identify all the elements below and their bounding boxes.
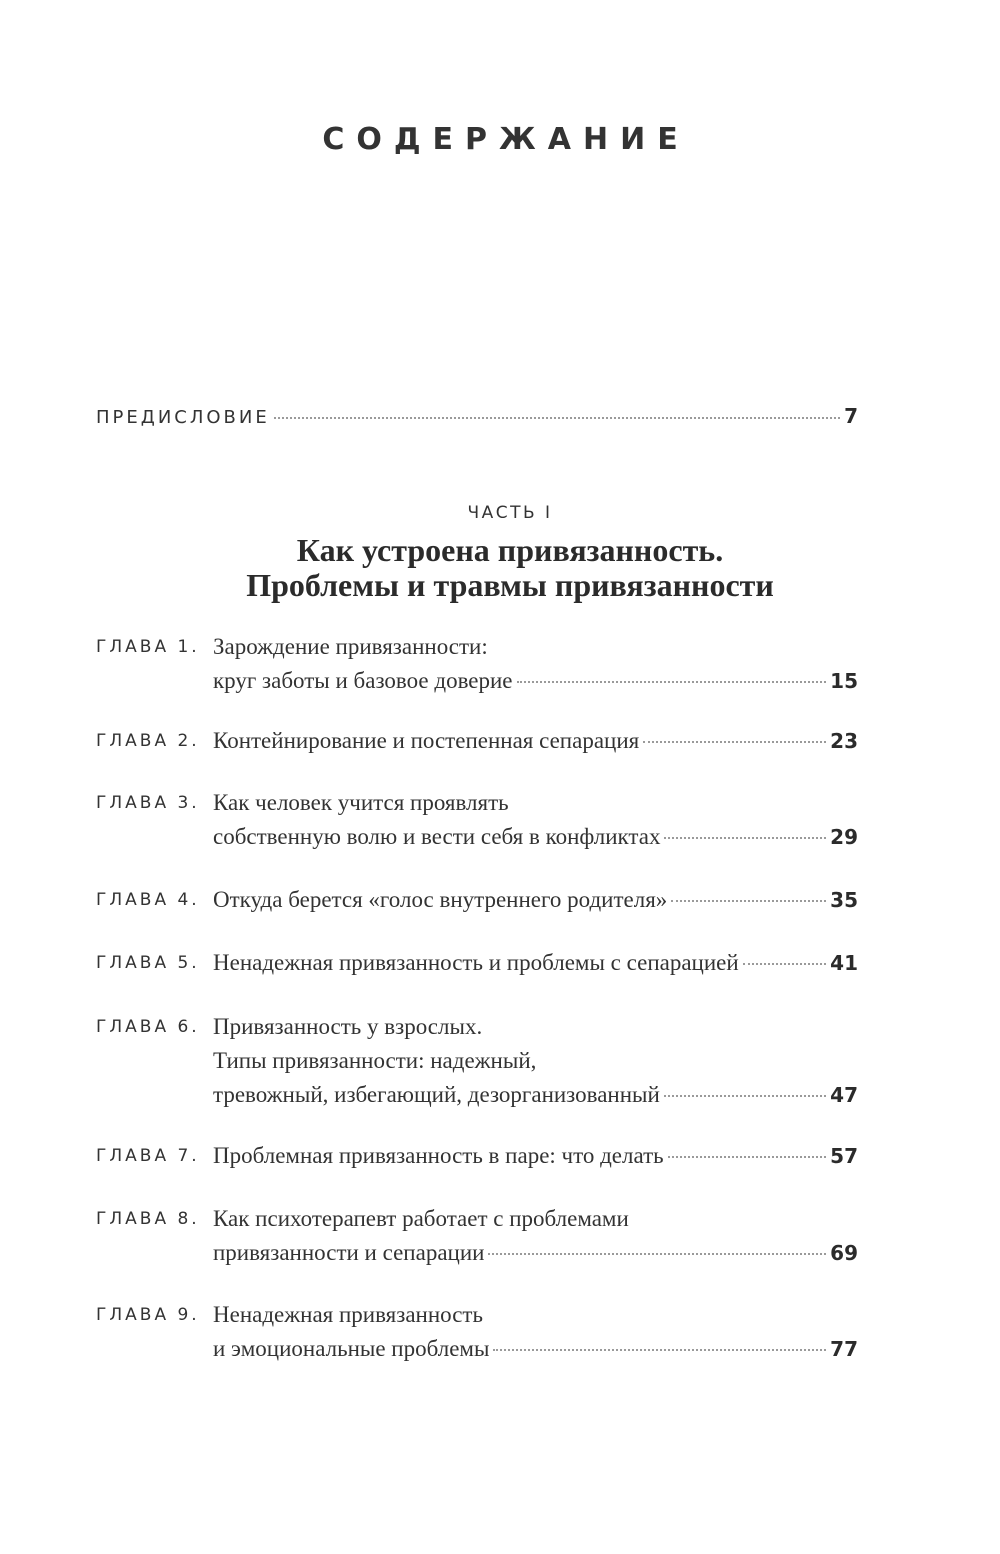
chapter-title-line [213, 1236, 858, 1270]
chapter-label: ГЛАВА 4. [96, 890, 200, 910]
chapter-label: ГЛАВА 6. [96, 1017, 200, 1037]
preface-label: ПРЕДИСЛОВИЕ [96, 407, 270, 428]
page-number: 41 [830, 951, 858, 975]
chapter-title [213, 1010, 858, 1112]
chapter-title [213, 786, 858, 854]
chapter-title-line [213, 883, 858, 917]
chapter-title [213, 1202, 858, 1270]
chapter-title-line [213, 1010, 858, 1044]
chapter-title-text: собственную волю и вести себя в конфликтах [213, 824, 661, 849]
chapter-label: ГЛАВА 8. [96, 1209, 200, 1229]
chapter-title-line [213, 1332, 858, 1366]
chapter-title-text: Привязанность у взрослых. [213, 1014, 483, 1039]
chapter-label: ГЛАВА 7. [96, 1146, 200, 1166]
chapter-title-text: Ненадежная привязанность [213, 1302, 483, 1327]
chapter-title-line [213, 786, 858, 820]
chapter-label: ГЛАВА 9. [96, 1305, 200, 1325]
chapter-title-line [213, 820, 858, 854]
chapter-title-text: Ненадежная привязанность и проблемы с сепарацией [213, 950, 739, 975]
chapter-title-text: круг заботы и базовое доверие [213, 668, 513, 693]
part-label: ЧАСТЬ I [467, 503, 553, 523]
chapter-title-text: Как психотерапевт работает с проблемами [213, 1206, 629, 1231]
page-title: СОДЕРЖАНИЕ [322, 122, 690, 157]
chapter-title [213, 724, 858, 758]
chapter-title-line [213, 1202, 858, 1236]
chapter-title-line [213, 1139, 858, 1173]
chapter-title-text: Как человек учится проявлять [213, 790, 509, 815]
page-number: 47 [830, 1083, 858, 1107]
chapter-title-text: Контейнирование и постепенная сепарация [213, 728, 640, 753]
chapter-title [213, 1298, 858, 1366]
chapter-title-text: Откуда берется «голос внутреннего родителя» [213, 887, 668, 912]
chapter-title-text: Проблемная привязанность в паре: что делать [213, 1143, 664, 1168]
chapter-label: ГЛАВА 1. [96, 637, 200, 657]
dot-leader [664, 1095, 826, 1097]
chapter-title-line [213, 664, 858, 698]
chapter-title [213, 883, 858, 917]
page-number: 77 [830, 1337, 858, 1361]
chapter-title-line [213, 1078, 858, 1112]
chapter-label: ГЛАВА 5. [96, 953, 200, 973]
chapter-label: ГЛАВА 2. [96, 731, 200, 751]
dot-leader [743, 963, 826, 965]
dot-leader [488, 1253, 826, 1255]
page-number: 57 [830, 1144, 858, 1168]
part-title-line-2: Проблемы и травмы привязанности [246, 567, 774, 603]
chapter-title-line [213, 724, 858, 758]
page-number: 23 [830, 729, 858, 753]
chapter-title-line [213, 1298, 858, 1332]
chapter-title-line [213, 1044, 858, 1078]
page-number: 15 [830, 669, 858, 693]
dot-leader [643, 741, 826, 743]
dot-leader [493, 1349, 826, 1351]
part-title-line-1: Как устроена привязанность. [296, 532, 724, 568]
chapter-title-text: привязанности и сепарации [213, 1240, 485, 1265]
chapter-title-text: и эмоциональные проблемы [213, 1336, 490, 1361]
chapter-title-text: тревожный, избегающий, дезорганизованный [213, 1082, 660, 1107]
dot-leader [668, 1156, 827, 1158]
toc-entry-preface[interactable] [96, 404, 858, 428]
dot-leader [274, 417, 840, 419]
chapter-title [213, 1139, 858, 1173]
dot-leader [671, 900, 826, 902]
dot-leader [517, 681, 827, 683]
chapter-title-text: Зарождение привязанности: [213, 634, 488, 659]
page-number: 69 [830, 1241, 858, 1265]
chapter-title-line [213, 630, 858, 664]
chapter-title-line [213, 946, 858, 980]
page-number: 7 [844, 404, 858, 428]
dot-leader [664, 837, 826, 839]
chapter-label: ГЛАВА 3. [96, 793, 200, 813]
chapter-title-text: Типы привязанности: надежный, [213, 1048, 537, 1073]
chapter-title [213, 630, 858, 698]
chapter-title [213, 946, 858, 980]
page-number: 29 [830, 825, 858, 849]
page-number: 35 [830, 888, 858, 912]
